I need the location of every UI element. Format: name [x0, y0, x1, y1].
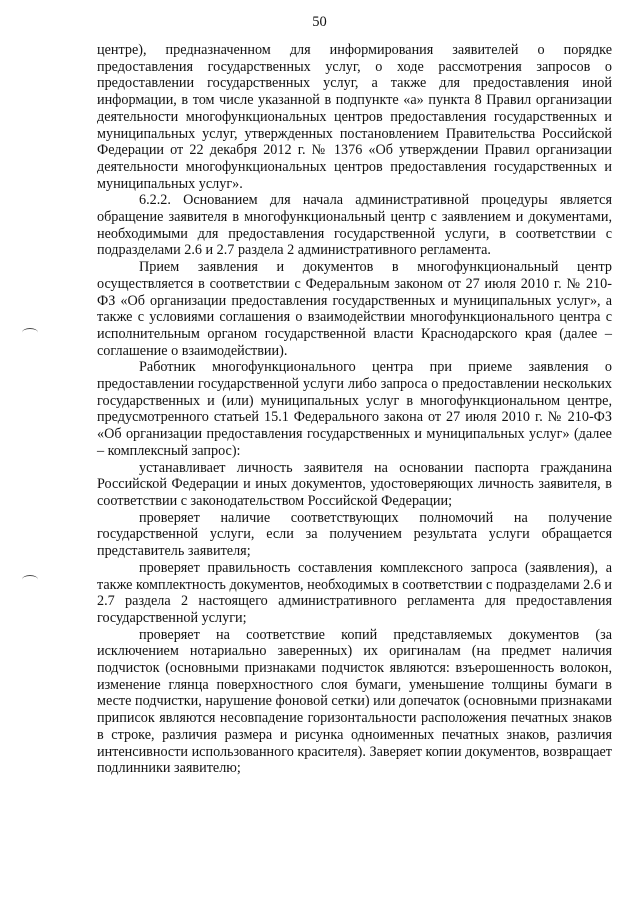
paragraph-request-check: проверяет правильность составления комплексного запроса (заявления), а также комплектность документов, необходимых в соответствии с подразделами 2.6 и 2.7 раздела 2 настоящего административного регламента для предоставления государственной услуги; [97, 559, 612, 626]
page-number: 50 [312, 14, 327, 30]
paragraph-reception: Прием заявления и документов в многофункциональный центр осуществляется в соответствии с Федеральным законом от 27 июля 2010 г. № 210-ФЗ «Об организации предоставления государственных и муниципальных услуг», а также с условиями соглашения о взаимодействии многофункционального центра с исполнительным органом государственной власти Краснодарского края (далее – соглашение о взаимодействии). [97, 259, 612, 359]
paragraph-copies-check: проверяет на соответствие копий представляемых документов (за исключением нотариально заверенных) их оригиналам (на предмет наличия подчисток (основными признаками подчисток являются: взъерошенность волокон, изменение глянца поверхностного слоя бумаги, уменьшение толщины бумаги в месте подчистки, нарушение фоновой сетки) или допечаток (основными признаками приписок являются несовпадение горизонтальности расположения печатных знаков в строке, различия размера и рисунка одноименных печатных знаков, различия интенсивности использованного красителя). Заверяет копии документов, возвращает подлинники заявителю; [97, 626, 612, 777]
paragraph-authority-check: проверяет наличие соответствующих полномочий на получение государственной услуги, если за получением результата услуги обращается представитель заявителя; [97, 509, 612, 560]
paragraph-identity-check: устанавливает личность заявителя на основании паспорта гражданина Российской Федерации и иных документов, удостоверяющих личность заявителя, в соответствии с законодательством Российской Федерации; [97, 459, 612, 509]
scan-mark [22, 328, 38, 337]
paragraph-intro-continuation: центре), предназначенном для информирования заявителей о порядке предоставления государственных услуг, о ходе рассмотрения запросов о предоставлении государственных услуг, а также для предоставления иной информации, в том числе указанной в подпункте «а» пункта 8 Правил организации деятельности многофункциональных центров предоставления государственных и муниципальных услуг, утвержденных постановлением Правительства Российской Федерации от 22 декабря 2012 г. № 1376 «Об утверждении Правил организации деятельности многофункциональных центров предоставления государственных и муниципальных услуг». [97, 42, 612, 192]
scan-mark [22, 575, 38, 584]
body-text [97, 42, 612, 777]
paragraph-6-2-2: 6.2.2. Основанием для начала административной процедуры является обращение заявителя в многофункциональный центр с заявлением и документами, необходимыми для предоставления государственной услуги, в соответствии с подразделами 2.6 и 2.7 раздела 2 административного регламента. [97, 192, 612, 259]
paragraph-worker-duties: Работник многофункционального центра при приеме заявления о предоставлении государственной услуги либо запроса о предоставлении нескольких государственных и (или) муниципальных услуг в многофункциональном центре, предусмотренного статьей 15.1 Федерального закона от 27 июля 2010 г. № 210-ФЗ «Об организации предоставления государственных и муниципальных услуг» (далее – комплексный запрос): [97, 359, 612, 459]
